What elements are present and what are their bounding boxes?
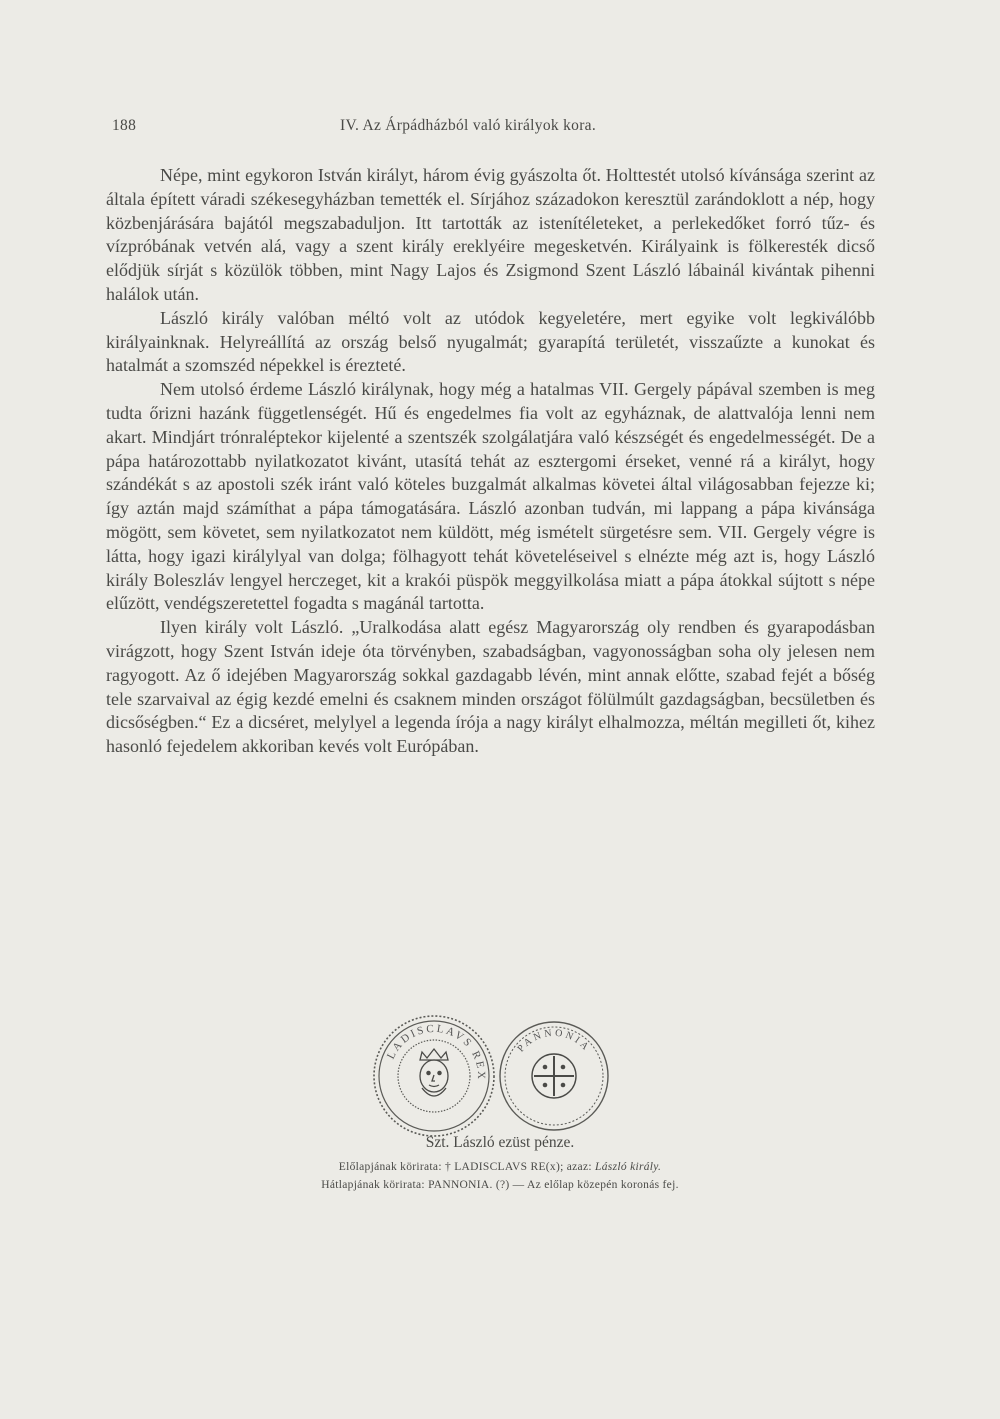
- caption-title: Szt. László ezüst pénze.: [425, 1134, 575, 1151]
- coin-obverse-legend: LADISCLAVS REX: [384, 1022, 488, 1082]
- coin-reverse-image: [494, 1016, 614, 1136]
- coin-illustration: [352, 1012, 652, 1140]
- paragraph: László király valóban méltó volt az utódok kegyeletére, mert egyike volt legkiválóbb királyainknak. Helyreállítá az ország belső nyugalmát; gyarapítá területét, visszaűzte a kunokat és hatalmát a szomszéd népekkel is érezteté.: [106, 307, 875, 376]
- paragraph: Nem utolsó érdeme László királynak, hogy még a hatalmas VII. Gergely pápával szemben is meg tudta őrizni hazánk függetlenségét. Hű és engedelmes fia volt az egyháznak, de alattvalója lenni nem akart. Mindjárt trónraléptekor kijelenté a szentszék szolgálatjára való készségét és engedelmességét. De a pápa határozottabb nyilatkozatot kivánt, utasítá tehát az esztergomi érseket, venné rá a királyt, hogy szándékát s az apostoli szék iránt való köteles buzgalmát alkalmas követei által világosabban fejezze ki; így aztán majd számíthat a pápa támogatására. László azonban tudván, mi lappang a pápa kivánsága mögött, sem követet, sem nyilatkozatot nem küldött, még ismételt sürgetésre sem. VII. Gergely végre is látta, hogy igazi királylyal van dolga; fölhagyott tehát követeléseivel s elnézte még azt is, hogy László király Boleszláv lengyel herczeget, kit a krakói püspök meggyilkolása miatt a pápa átokkal sújtott s népe elűzött, vendégszeretettel fogadta s magánál tartotta.: [106, 379, 875, 614]
- page-header: [112, 117, 882, 141]
- caption-obverse-text: Előlapjának körirata: † LADISCLAVS RE(x); azaz:: [338, 1161, 592, 1173]
- caption-reverse-line: Hátlapjának körirata: PANNONIA. (?) — Az előlap közepén koronás fej.: [321, 1179, 679, 1191]
- paragraph: Népe, mint egykoron István királyt, három évig gyászolta őt. Holttestét utolsó kívánsága szerint az általa épített váradi székesegyházban temették el. Sírjához századokon keresztül zarándoklott a nép, hogy közbenjárására bajától megszabaduljon. Itt tartották az istenítéleteket, a perlekedőket forró tűz- és vízpróbának vetvén alá, vagy a szent király ereklyéire megesketvén. Királyaink is fölkeresték dicső elődjük sírját s közülök többen, mint Nagy Lajos és Zsigmond Szent László lábainál kivántak pihenni halálok után.: [106, 165, 875, 304]
- caption-obverse-italic: László király.: [595, 1161, 662, 1173]
- coin-obverse-image: [370, 1012, 498, 1140]
- caption-obverse-line: [230, 1158, 770, 1176]
- figure-caption: [230, 1134, 770, 1194]
- paragraph: Ilyen király volt László. „Uralkodása alatt egész Magyarország oly rendben és gyarapodásban virágzott, hogy Szent István ideje óta törvényben, szabadságban, vagyonosságban soha oly jelesen nem ragyogott. Az ő idejében Magyarország sokkal gazdagabb lévén, mint annak előtte, szabad fejét a bőség tele szarvaival az égig kezdé emelni és csaknem minden országot fölülmúlt gazdagságban, becsületben és dicsőségben.“ Ez a dicséret, melylyel a legenda írója a nagy királyt elhalmozza, méltán megilleti őt, kihez hasonló fejedelem akkoriban kevés volt Európában.: [106, 617, 875, 757]
- body-text: [106, 164, 875, 759]
- running-title: IV. Az Árpádházból való királyok kora.: [340, 117, 597, 134]
- page-number: 188: [112, 117, 137, 134]
- coin-reverse-legend: PANNONIA: [515, 1027, 593, 1055]
